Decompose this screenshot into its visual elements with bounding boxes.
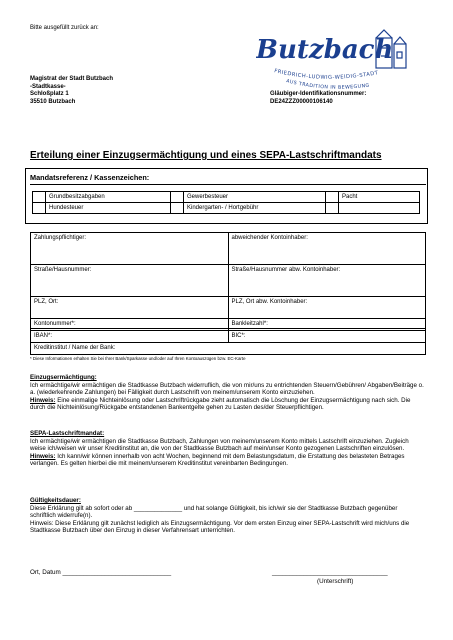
validity-text [30, 505, 424, 520]
hint-text: Eine einmalige Nichteinlösung oder Lastschriftrückgabe zieht automatisch die Löschung der Einzugsermächtigung nach sich. Die durch die Nichteinlösung/Rückgabe entstandenen Bankentgelte gehen zu Lasten des/der Steuerpflichtigen. [30, 396, 411, 412]
place-date-row [30, 569, 171, 577]
mandate-type-table [32, 191, 420, 214]
street-field[interactable]: Straße/Hausnummer: [31, 265, 229, 297]
validity-hint: Hinweis: Diese Erklärung gilt zunächst lediglich als Einzugsermächtigung. Vor dem ersten Einzug einer SEPA-Lastschrift wird mich/uns die Stadtkasse Butzbach über den Einzug in dieser Verfahrensart unterrichten. [30, 519, 410, 535]
address-line: -Stadtkasse- [30, 83, 66, 90]
option-label: Gewerbesteuer [184, 192, 326, 203]
sepa-section [30, 430, 424, 468]
bank-table [30, 318, 426, 355]
validity-text-a: Diese Erklärung gilt ab sofort oder ab [30, 504, 133, 512]
hint-label: Hinweis: [30, 396, 56, 404]
table-row [33, 192, 420, 203]
table-row [31, 233, 426, 265]
einzug-text: Ich ermächtige/wir ermächtigen die Stadtkasse Butzbach widerruflich, die von mir/uns zu entrichtenden Steuern/Gebühren/ Abgaben/Beiträge o. a. (wiederkehrende Zahlungen) bei Fälligkeit durch Lastschrift von meinem/unserem Konto einzuziehen. [30, 381, 424, 397]
alt-zip-city-field[interactable]: PLZ, Ort abw. Kontoinhaber: [228, 297, 426, 329]
payer-table [30, 232, 426, 329]
logo-wordmark: Butzbach [256, 35, 394, 65]
checkbox-empty[interactable] [326, 203, 339, 214]
option-label: Grundbesitzabgaben [46, 192, 171, 203]
checkbox-pacht[interactable] [326, 192, 339, 203]
mandate-label: Mandatsreferenz / Kassenzeichen: [30, 173, 150, 182]
checkbox-kindergarten[interactable] [171, 203, 184, 214]
alt-street-field[interactable]: Straße/Hausnummer abw. Kontoinhaber: [228, 265, 426, 297]
account-number-field[interactable]: Kontonummer*: [31, 319, 229, 331]
butzbach-logo [256, 28, 416, 96]
place-date-label: Ort, Datum [30, 569, 61, 576]
sepa-heading: SEPA-Lastschriftmandat: [30, 430, 105, 437]
valid-from-date-field[interactable]: ______________ [133, 504, 183, 512]
option-label: Kindergarten- / Hortgebühr [184, 203, 326, 214]
place-date-field[interactable]: _______________________________ [62, 569, 172, 576]
payer-name-field[interactable]: Zahlungspflichtiger: [31, 233, 229, 265]
signature-field[interactable]: _________________________________ [272, 569, 388, 576]
sepa-text: Ich ermächtige/wir ermächtigen die Stadtkasse Butzbach, Zahlungen von meinem/unserem Konto mittels Lastschrift einzuziehen. Zugleich weise ich/weisen wir unser Kreditinstitut an, die von der Stadtkasse Butzbach auf mein/unser Konto gezogenen Lastschriften einzulösen. [30, 437, 409, 453]
bank-name-field[interactable]: Kreditinstitut / Name der Bank: [31, 343, 426, 355]
bank-footnote: * Diese Informationen erhalten Sie bei Ihrer Bank/Sparkasse und/oder auf Ihren Kontoauszügen bzw. EC-Karte [30, 356, 246, 361]
address-line: 35510 Butzbach [30, 98, 76, 105]
option-label: Pacht [339, 192, 420, 203]
checkbox-hundesteuer[interactable] [33, 203, 46, 214]
bic-field[interactable]: BIC*: [228, 331, 426, 343]
bank-code-field[interactable]: Bankleitzahl*: [228, 319, 426, 331]
signature-label: (Unterschrift) [317, 578, 354, 585]
logo-tagline: AUS TRADITION IN BEWEGUNG [285, 79, 371, 91]
table-row [31, 319, 426, 331]
mandate-label-line [30, 184, 426, 185]
iban-field[interactable]: IBAN*: [31, 331, 229, 343]
table-row [33, 203, 420, 214]
address-line: Magistrat der Stadt Butzbach [30, 76, 114, 82]
page-title: Erteilung einer Einzugsermächtigung und eines SEPA-Lastschriftmandats [30, 150, 382, 161]
logo-arc-text: FRIEDRICH-LUDWIG-WEIDIG-STADT [273, 68, 379, 81]
return-note: Bitte ausgefüllt zurück an: [30, 25, 99, 31]
alt-holder-field[interactable]: abweichender Kontoinhaber: [228, 233, 426, 265]
validity-section [30, 497, 424, 535]
zip-city-field[interactable]: PLZ, Ort: [31, 297, 229, 329]
validity-text-b: und hat solange Gültigkeit, bis ich/wir sie der Stadtkasse Butzbach gegenüber schriftlich widerrufe(n). [30, 504, 398, 520]
hint-text: Ich kann/wir können innerhalb von acht Wochen, beginnend mit dem Belastungsdatum, die Erstattung des belasteten Betrages verlangen. Es gelten hierbei die mit meinem/unserem Kreditinstitut vereinbarten Bedingungen. [30, 452, 405, 468]
option-label [339, 203, 420, 214]
table-row [31, 331, 426, 343]
checkbox-grundbesitzabgaben[interactable] [33, 192, 46, 203]
validity-heading: Gültigkeitsdauer: [30, 497, 81, 504]
address-line: Schloßplatz 1 [30, 91, 69, 97]
einzug-hint [30, 397, 424, 412]
hint-label: Hinweis: [30, 452, 56, 460]
recipient-address [30, 76, 113, 106]
table-row [31, 343, 426, 355]
sepa-hint [30, 453, 424, 468]
einzug-heading: Einzugsermächtigung: [30, 374, 97, 381]
einzug-section [30, 374, 424, 412]
creditor-id-value: DE24ZZZ00000106140 [270, 98, 333, 105]
creditor-id-label: Gläubiger-Identifikationsnummer: [270, 91, 367, 97]
checkbox-gewerbesteuer[interactable] [171, 192, 184, 203]
option-label: Hundesteuer [46, 203, 171, 214]
table-row [31, 265, 426, 297]
